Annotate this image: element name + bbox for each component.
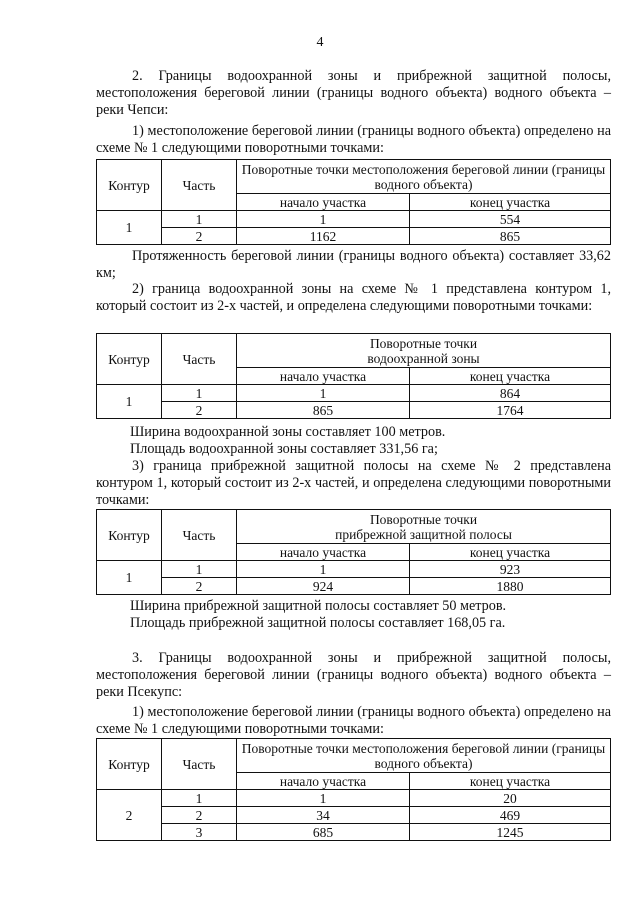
header-kontur: Контур: [97, 739, 162, 790]
header-end: конец участка: [410, 368, 611, 385]
header-group-line-2: водоохранной зоны: [367, 350, 480, 366]
cell-start: 1: [237, 211, 410, 228]
table-water-protection-zone: [96, 333, 611, 419]
cell-start: 34: [237, 807, 410, 824]
header-chast: Часть: [162, 739, 237, 790]
cell-kontur: 1: [97, 211, 162, 245]
cell-start: 685: [237, 824, 410, 841]
section-3-heading: 3. Границы водоохранной зоны и прибрежной защитной полосы, местоположения береговой линии (границы водного объекта) водного объекта – реки Псекупс:: [96, 650, 611, 700]
table-row: [97, 211, 611, 228]
cell-start: 924: [237, 578, 410, 595]
water-zone-area: Площадь водоохранной зоны составляет 331,56 га;: [130, 441, 438, 457]
cell-end: 20: [410, 790, 611, 807]
header-turning-points: [237, 334, 611, 368]
cell-part: 3: [162, 824, 237, 841]
table-row: [97, 561, 611, 578]
table-row: [97, 824, 611, 841]
header-turning-points: Поворотные точки местоположения береговой линии (границы водного объекта): [237, 739, 611, 773]
cell-end: 1880: [410, 578, 611, 595]
cell-end: 1245: [410, 824, 611, 841]
cell-end: 469: [410, 807, 611, 824]
header-start: начало участка: [237, 368, 410, 385]
header-chast: Часть: [162, 510, 237, 561]
page-number: 4: [316, 35, 324, 50]
cell-kontur: 1: [97, 385, 162, 419]
cell-part: 2: [162, 807, 237, 824]
cell-part: 2: [162, 402, 237, 419]
cell-start: 1: [237, 790, 410, 807]
section-3-paragraph-1: 1) местоположение береговой линии (границы водного объекта) определено на схеме № 1 следующими поворотными точками:: [96, 704, 611, 737]
cell-end: 1764: [410, 402, 611, 419]
cell-end: 864: [410, 385, 611, 402]
header-turning-points: [237, 510, 611, 544]
cell-part: 1: [162, 561, 237, 578]
header-kontur: Контур: [97, 510, 162, 561]
cell-end: 554: [410, 211, 611, 228]
header-group-line-1: Поворотные точки: [369, 335, 478, 351]
cell-start: 1: [237, 561, 410, 578]
section-2-paragraph-3: 3) граница прибрежной защитной полосы на схеме № 2 представлена контуром 1, который состоит из 2-х частей, и определена следующими поворотными точками:: [96, 458, 611, 508]
header-end: конец участка: [410, 194, 611, 211]
section-2-heading: 2. Границы водоохранной зоны и прибрежной защитной полосы, местоположения береговой линии (границы водного объекта) водного объекта – реки Чепси:: [96, 68, 611, 118]
section-2-paragraph-1: 1) местоположение береговой линии (границы водного объекта) определено на схеме № 1 следующими поворотными точками:: [96, 123, 611, 156]
table-row: [97, 385, 611, 402]
table-shoreline-psekups: [96, 738, 611, 841]
cell-end: 865: [410, 228, 611, 245]
water-zone-width: Ширина водоохранной зоны составляет 100 метров.: [130, 424, 446, 440]
protective-strip-width: Ширина прибрежной защитной полосы составляет 50 метров.: [130, 598, 507, 614]
cell-start: 1: [237, 385, 410, 402]
table-row: [97, 228, 611, 245]
header-kontur: Контур: [97, 334, 162, 385]
table-coastal-protective-strip: [96, 509, 611, 595]
header-kontur: Контур: [97, 160, 162, 211]
header-end: конец участка: [410, 544, 611, 561]
header-chast: Часть: [162, 160, 237, 211]
header-group-line-2: прибрежной защитной полосы: [335, 526, 512, 542]
header-turning-points: Поворотные точки местоположения береговой линии (границы водного объекта): [237, 160, 611, 194]
header-start: начало участка: [237, 544, 410, 561]
cell-start: 1162: [237, 228, 410, 245]
cell-part: 1: [162, 211, 237, 228]
header-chast: Часть: [162, 334, 237, 385]
cell-part: 1: [162, 790, 237, 807]
cell-part: 2: [162, 228, 237, 245]
header-end: конец участка: [410, 773, 611, 790]
cell-kontur: 2: [97, 790, 162, 841]
cell-start: 865: [237, 402, 410, 419]
table-shoreline-chepsi: [96, 159, 611, 245]
header-start: начало участка: [237, 773, 410, 790]
cell-end: 923: [410, 561, 611, 578]
cell-kontur: 1: [97, 561, 162, 595]
header-start: начало участка: [237, 194, 410, 211]
cell-part: 2: [162, 578, 237, 595]
section-2-paragraph-2: 2) граница водоохранной зоны на схеме № 1 представлена контуром 1, который состоит из 2-х частей, и определена следующими поворотными точками:: [96, 281, 611, 314]
protective-strip-area: Площадь прибрежной защитной полосы составляет 168,05 га.: [130, 615, 506, 631]
table-row: [97, 807, 611, 824]
cell-part: 1: [162, 385, 237, 402]
table-row: [97, 402, 611, 419]
table-row: [97, 578, 611, 595]
table-row: [97, 790, 611, 807]
header-group-line-1: Поворотные точки: [369, 511, 478, 527]
shoreline-length: Протяженность береговой линии (границы водного объекта) составляет 33,62 км;: [96, 248, 611, 281]
